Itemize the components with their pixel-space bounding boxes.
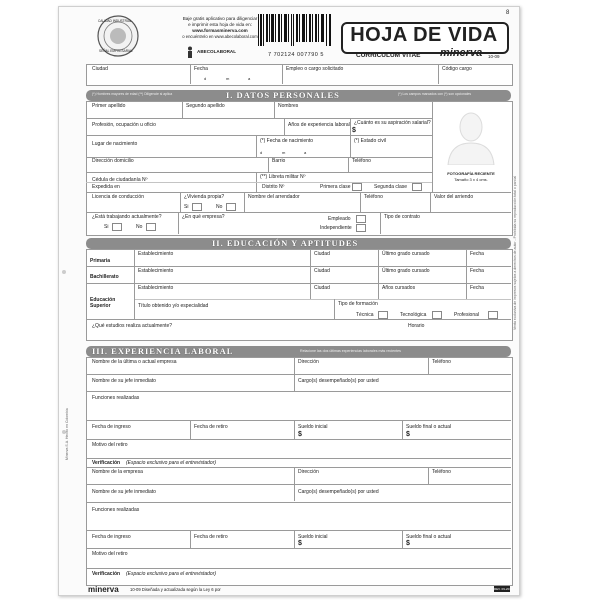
footer-ref: REV. 09-2016 (494, 587, 513, 591)
exp1-dates-inputs[interactable] (88, 431, 508, 438)
technological-checkbox[interactable] (432, 311, 442, 319)
form-code: 10-09 (488, 54, 500, 59)
quality-seal: CALIDAD INDUSTRIAL SEÑAL EMPRESARIAL (90, 14, 146, 58)
photo-size: Tamaño 3 x 4 cms. (454, 177, 488, 182)
form-subtitle: CURRICULUM VITAE (356, 52, 421, 59)
current-studies-input[interactable] (180, 322, 400, 331)
address-inputs[interactable] (88, 164, 428, 171)
rent-inputs[interactable] (246, 201, 508, 210)
person-icon (186, 45, 194, 63)
footer-brand: minerva (88, 585, 119, 594)
name-inputs[interactable] (88, 109, 430, 117)
technical-checkbox[interactable] (378, 311, 388, 319)
profession-salary-inputs[interactable] (88, 128, 428, 134)
license-input[interactable] (88, 201, 178, 210)
form-title: HOJA DE VIDA (350, 24, 498, 46)
exp2-boss-inputs[interactable] (88, 495, 508, 501)
highschool-inputs[interactable] (136, 274, 508, 282)
working-yes-checkbox[interactable] (112, 223, 122, 231)
page-number: 8 (506, 10, 510, 16)
section-personal-data-title: I. DATOS PERSONALES (226, 90, 340, 100)
birth-inputs[interactable] (88, 146, 428, 156)
date-input[interactable] (192, 72, 280, 83)
promo-line-1: Baje gratis aplicativo para diligenciar (182, 16, 258, 21)
exp2-reason-input[interactable] (88, 557, 508, 567)
exp2-dates-inputs[interactable] (88, 541, 508, 547)
higher-ed-inputs[interactable] (136, 291, 508, 298)
exp1-verification-input[interactable] (220, 459, 508, 466)
promo-line-2: e imprimir esta hoja de vida en: (188, 22, 252, 27)
professional-checkbox[interactable] (488, 311, 498, 319)
exp2-functions-input[interactable] (88, 514, 508, 528)
publisher-mark: ABECOLABORAL (197, 49, 237, 54)
left-margin-text: Minerva S.A. Hecho en Colombia (65, 408, 69, 460)
photo-placeholder[interactable] (434, 105, 508, 165)
photo-label: FOTOGRAFÍA RECIENTE (447, 171, 495, 176)
job-label: Empleo o cargo solicitado (286, 66, 344, 72)
second-class-checkbox[interactable] (412, 183, 422, 191)
right-margin-text: Venta exclusiva de impresos sujetos a derechos de autor - Prohibida su reproducción total o parcial (513, 175, 517, 330)
job-code-input[interactable] (440, 72, 510, 83)
punch-hole-top (62, 270, 66, 274)
degree-input[interactable] (136, 309, 332, 318)
schedule-input[interactable] (430, 322, 508, 331)
working-no-checkbox[interactable] (146, 223, 156, 231)
first-class-checkbox[interactable] (352, 183, 362, 191)
own-house-yes-checkbox[interactable] (192, 203, 202, 211)
barcode-number: 7 702124 007790 5 (268, 52, 324, 58)
exp1-reason-input[interactable] (88, 448, 508, 457)
current-company-input[interactable] (180, 221, 320, 232)
job-input[interactable] (284, 72, 436, 83)
primary-inputs[interactable] (136, 257, 508, 265)
exp1-company-inputs[interactable] (88, 366, 508, 373)
section-experience-title: III. EXPERIENCIA LABORAL (92, 346, 234, 356)
exp2-company-inputs[interactable] (88, 476, 508, 483)
exp1-functions-input[interactable] (88, 402, 508, 418)
promo-line-4[interactable]: o encuéntrelo en www.abecolaboral.com (182, 34, 258, 39)
exp1-boss-inputs[interactable] (88, 384, 508, 390)
barcode (256, 14, 334, 50)
city-input[interactable] (88, 72, 188, 83)
employee-checkbox[interactable] (356, 215, 366, 223)
contract-type-input[interactable] (382, 221, 508, 232)
city-label: Ciudad (92, 66, 108, 72)
section-education-title: II. EDUCACIÓN Y APTITUDES (212, 238, 359, 248)
independent-checkbox[interactable] (356, 224, 366, 232)
own-house-no-checkbox[interactable] (226, 203, 236, 211)
promo-link[interactable]: www.formasminerva.com (192, 28, 248, 33)
job-code-label: Código cargo (442, 66, 472, 72)
brand-logo: minerva (440, 47, 483, 59)
footer-note: 10-09 Diseñada y actualizada según la Ley 6 por (130, 587, 221, 592)
date-label: Fecha (194, 66, 208, 72)
exp2-verification-input[interactable] (220, 570, 508, 582)
